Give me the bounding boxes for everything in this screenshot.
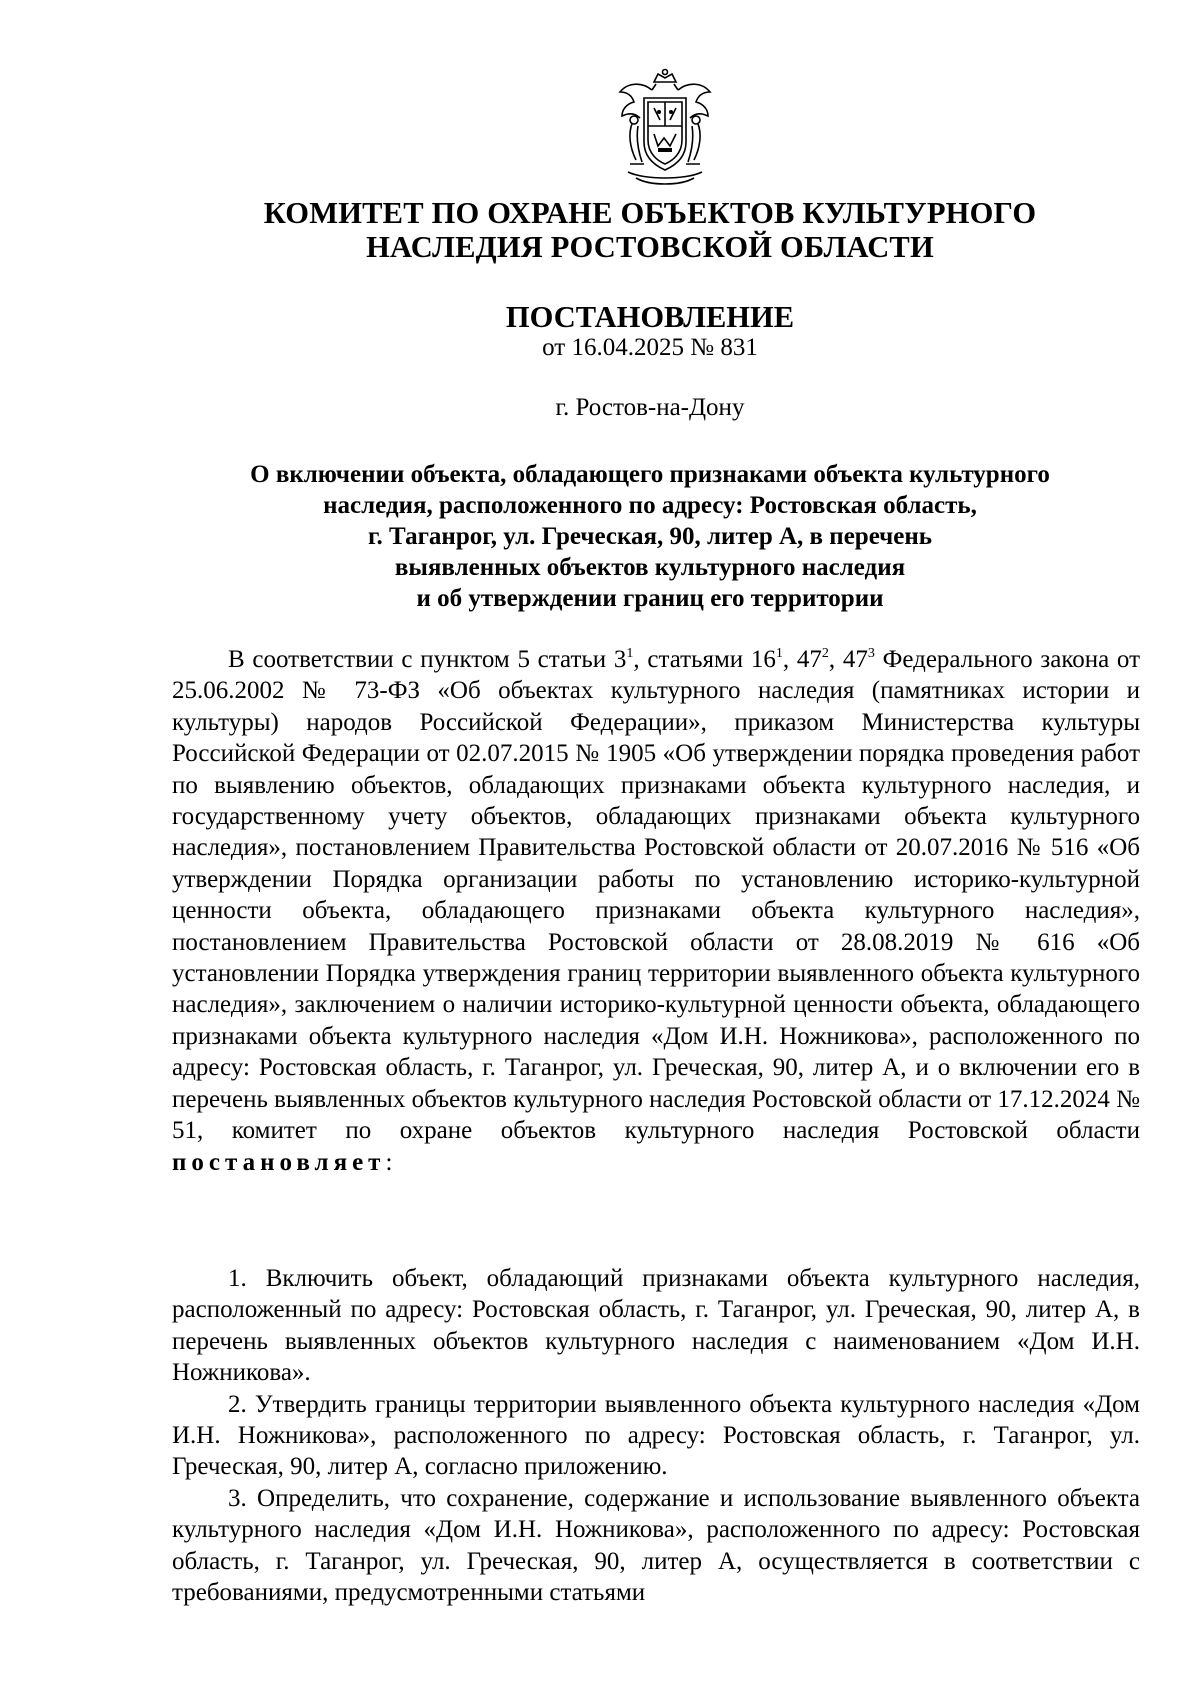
resolution-item-2: 2. Утвердить границы территории выявленного объекта культурного наследия «Дом И.Н. Ножникова», расположенного по адресу: Ростовская область, г. Таганрог, ул. Греческая, 90, литер А, согласно приложению. <box>172 1390 1140 1481</box>
resolves-word: постановляет <box>172 1148 386 1176</box>
preamble-part: Федерального закона от 25.06.2002 № 73-ФЗ «Об объектах культурного наследия (памятниках истории и культуры) народов Российской Федерации», приказом Министерства культуры Российской Федерации от 02.07.2015 № 1905 «Об утверждении порядка проведения работ по выявлению объектов, обладающих признаками объекта культурного наследия, и государственному учету объектов, обладающих признаками объекта культурного наследия», постановлением Правительства Ростовской области от 20.07.2016 № 516 «Об утверждении Порядка организации работы по установлению историко-культурной ценности объекта, обладающего признаками объекта культурного наследия», постановлением Правительства Ростовской области от 28.08.2019 № 616 «Об установлении Порядка утверждения границ территории выявленного объекта культурного наследия», заключением о наличии историко-культурной ценности объекта, обладающего признаками объекта культурного наследия «Дом И.Н. Ножникова», расположенного по адресу: Ростовская область, г. Таганрог, ул. Греческая, 90, литер А, и о включении его в перечень выявленных объектов культурного наследия Ростовской области от 17.12.2024 № 51, комитет по охране объектов культурного наследия Ростовской области <box>172 646 1141 1145</box>
superscript: 1 <box>775 646 783 661</box>
title-line: г. Таганрог, ул. Греческая, 90, литер А, в перечень <box>367 523 932 550</box>
preamble-part: , 47 <box>782 646 822 673</box>
resolution-items <box>172 1263 1140 1608</box>
title-line: выявленных объектов культурного наследия <box>394 554 906 581</box>
preamble-part: , 47 <box>828 646 868 673</box>
coat-of-arms-emblem-icon <box>614 68 716 190</box>
superscript: 2 <box>821 646 829 661</box>
title-line: наследия, расположенного по адресу: Ростовская область, <box>323 492 977 519</box>
superscript: 3 <box>867 646 875 661</box>
preamble-part: , статьями 16 <box>633 646 776 673</box>
document-number-date: от 16.04.2025 № 831 <box>542 334 758 361</box>
preamble-part: В соответствии с пунктом 5 статьи 3 <box>228 646 627 673</box>
superscript: 1 <box>626 646 634 661</box>
resolution-item-1: 1. Включить объект, обладающий признаками объекта культурного наследия, расположенный по адресу: Ростовская область, г. Таганрог, ул. Греческая, 90, литер А, в перечень выявленных объектов культурного наследия с наименованием «Дом И.Н. Ножникова». <box>172 1265 1140 1387</box>
title-line: и об утверждении границ его территории <box>416 585 884 612</box>
preamble-text <box>172 644 1140 1178</box>
resolution-item-3: 3. Определить, что сохранение, содержание и использование выявленного объекта культурного наследия «Дом И.Н. Ножникова», расположенного по адресу: Ростовская область, г. Таганрог, ул. Греческая, 90, литер А, осуществляется в соответствии с требованиями, предусмотренными статьями <box>172 1484 1140 1607</box>
organization-name <box>130 196 1170 264</box>
document-type: ПОСТАНОВЛЕНИЕ <box>505 300 795 334</box>
preamble-end: : <box>385 1148 393 1176</box>
organization-name-line1: КОМИТЕТ ПО ОХРАНЕ ОБЪЕКТОВ КУЛЬТУРНОГО <box>263 196 1037 230</box>
organization-name-line2: НАСЛЕДИЯ РОСТОВСКОЙ ОБЛАСТИ <box>366 230 934 264</box>
title-line: О включении объекта, обладающего признаками объекта культурного <box>250 461 1050 488</box>
document-title <box>170 459 1130 614</box>
document-city: г. Ростов-на-Дону <box>555 394 745 421</box>
preamble-paragraph <box>172 644 1140 1178</box>
